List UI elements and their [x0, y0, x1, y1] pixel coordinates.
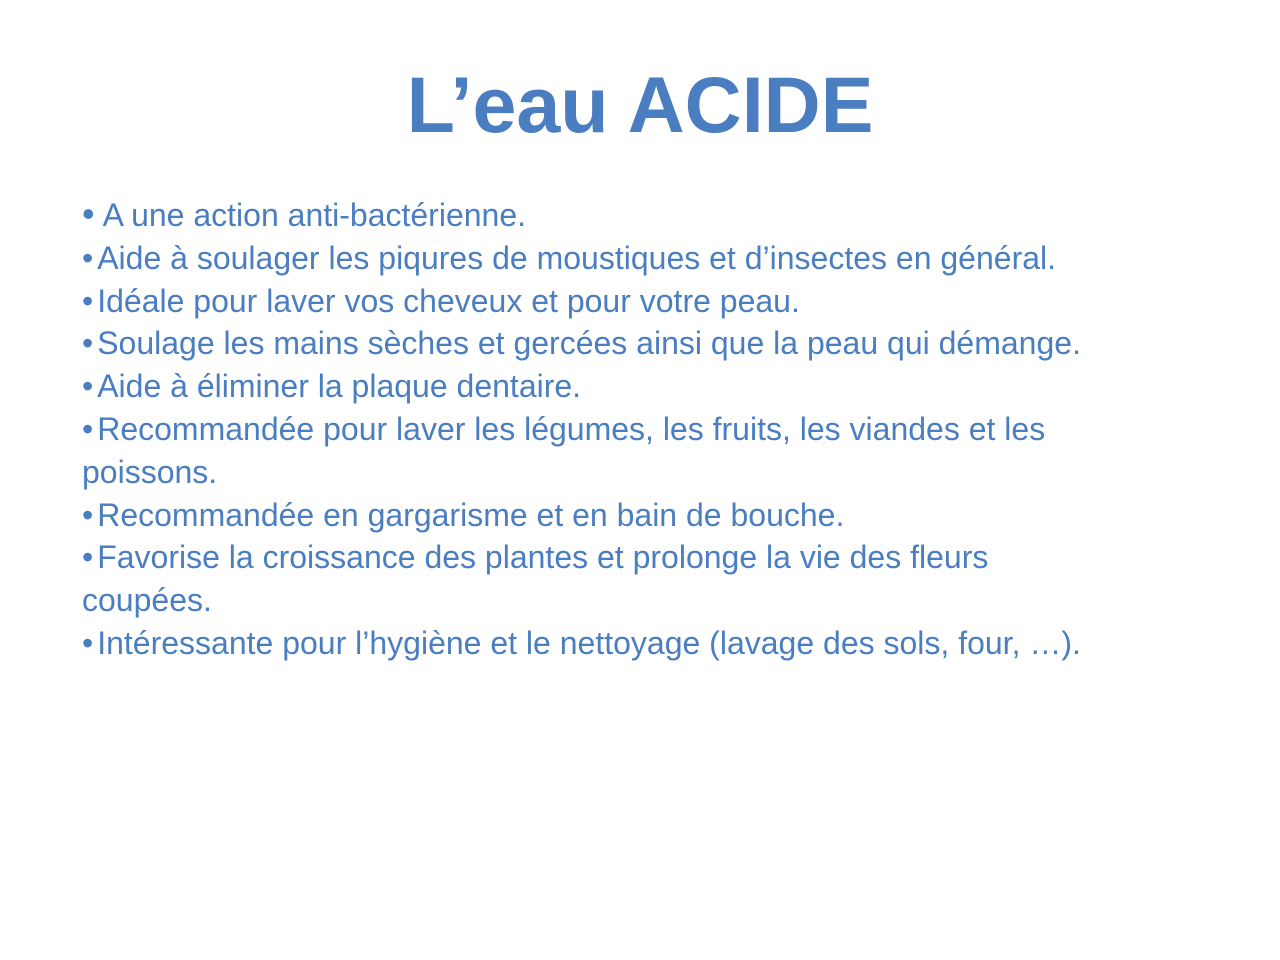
- slide-title: L’eau ACIDE: [406, 60, 874, 149]
- list-item: [82, 193, 1082, 237]
- list-item-text: Recommandée pour laver les légumes, les fruits, les viandes et les poissons.: [82, 410, 1046, 490]
- list-item: [82, 494, 1082, 537]
- list-item: [82, 237, 1082, 280]
- bullet-icon: •: [82, 539, 94, 576]
- list-item-text: Aide à soulager les piqures de moustiques et d’insectes en général.: [97, 239, 1057, 276]
- list-item-text: Aide à éliminer la plaque dentaire.: [97, 368, 582, 405]
- list-item-text: Recommandée en gargarisme et en bain de bouche.: [97, 496, 845, 533]
- bullet-icon: •: [82, 239, 94, 276]
- bullet-icon: •: [82, 496, 94, 533]
- list-item: [82, 280, 1082, 323]
- bullet-icon: •: [82, 282, 94, 319]
- bullet-icon: •: [82, 193, 95, 234]
- list-item: [82, 322, 1082, 365]
- list-item: [82, 622, 1082, 665]
- list-item: [82, 365, 1082, 408]
- list-item: [82, 408, 1082, 494]
- bullet-list: [82, 193, 1082, 665]
- list-item: [82, 536, 1082, 622]
- list-item-text: A une action anti-bactérienne.: [102, 197, 527, 233]
- bullet-icon: •: [82, 624, 94, 661]
- bullet-icon: •: [82, 368, 94, 405]
- list-item-text: Intéressante pour l’hygiène et le nettoyage (lavage des sols, four, …).: [97, 624, 1081, 661]
- list-item-text: Soulage les mains sèches et gercées ainsi que la peau qui démange.: [97, 325, 1081, 362]
- bullet-icon: •: [82, 410, 94, 447]
- list-item-text: Favorise la croissance des plantes et prolonge la vie des fleurs coupées.: [82, 539, 989, 619]
- bullet-icon: •: [82, 325, 94, 362]
- list-item-text: Idéale pour laver vos cheveux et pour votre peau.: [97, 282, 800, 319]
